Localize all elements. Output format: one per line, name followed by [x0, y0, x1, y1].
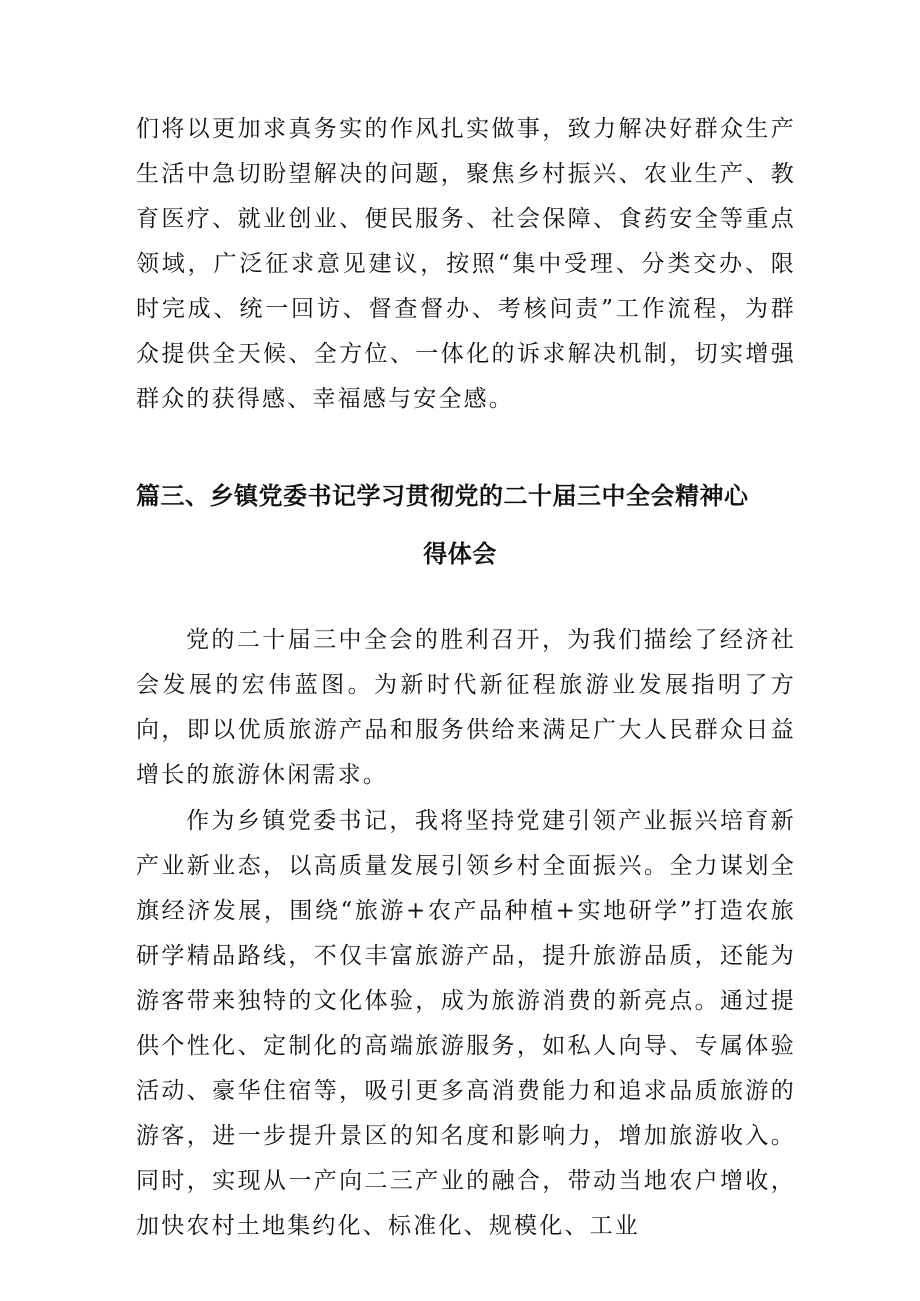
body-paragraph-1: 党的二十届三中全会的胜利召开，为我们描绘了经济社会发展的宏伟蓝图。为新时代新征程旅游业发展指明了方向，即以优质旅游产品和服务供给来满足广大人民群众日益增长的旅游休闲需求。: [136, 627, 796, 788]
section-heading-line-2: 得体会: [423, 540, 497, 568]
continuation-paragraph: 们将以更加求真务实的作风扎实做事，致力解决好群众生产生活中急切盼望解决的问题，聚焦乡村振兴、农业生产、教育医疗、就业创业、便民服务、社会保障、食药安全等重点领域，广泛征求意见建议，按照“集中受理、分类交办、限时完成、统一回访、督查督办、考核问责”工作流程，为群众提供全天候、全方位、一体化的诉求解决机制，切实增强群众的获得感、幸福感与安全感。: [136, 116, 796, 412]
section-heading-line-1: 篇三、乡镇党委书记学习贯彻党的二十届三中全会精神心: [136, 482, 749, 510]
body-paragraph-2: 作为乡镇党委书记，我将坚持党建引领产业振兴培育新产业新业态，以高质量发展引领乡村全面振兴。全力谋划全旗经济发展，围绕“旅游+农产品种植+实地研学”打造农旅研学精品路线，不仅丰富旅游产品，提升旅游品质，还能为游客带来独特的文化体验，成为旅游消费的新亮点。通过提供个性化、定制化的高端旅游服务，如私人向导、专属体验活动、豪华住宿等，吸引更多高消费能力和追求品质旅游的游客，进一步提升景区的知名度和影响力，增加旅游收入。同时，实现从一产向二三产业的融合，带动当地农户增收，加快农村土地集约化、标准化、规模化、工业: [136, 808, 796, 1239]
